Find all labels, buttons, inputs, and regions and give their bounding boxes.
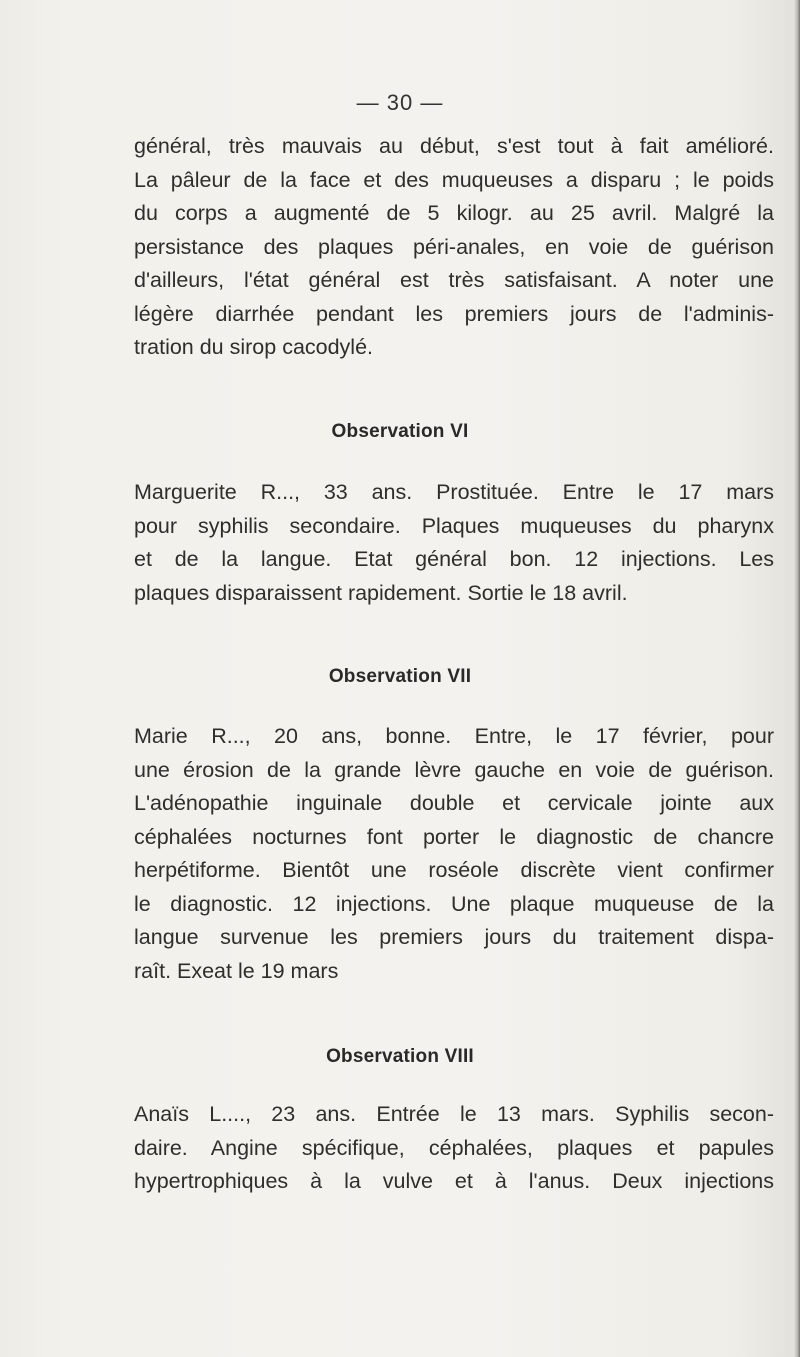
text-line: du corps a augmenté de 5 kilogr. au 25 avril. Malgré la [134, 201, 774, 225]
observation-heading: Observation VII [328, 666, 472, 687]
text-line: et de la langue. Etat général bon. 12 injections. Les [134, 547, 774, 571]
observation-heading: Observation VIII [326, 1046, 474, 1067]
observation-paragraph [134, 720, 774, 988]
text-line: plaques disparaissent rapidement. Sortie le 18 avril. [134, 580, 628, 605]
observation-paragraph [134, 476, 774, 610]
text-line: Marie R..., 20 ans, bonne. Entre, le 17 février, pour [134, 724, 774, 748]
text-line: tration du sirop cacodylé. [134, 335, 374, 359]
text-line: d'ailleurs, l'état général est très satisfaisant. A noter une [134, 268, 774, 292]
text-line: Marguerite R..., 33 ans. Prostituée. Entre le 17 mars [134, 480, 774, 504]
text-line: céphalées nocturnes font porter le diagnostic de chancre [134, 824, 774, 849]
intro-paragraph [134, 130, 774, 365]
text-line: le diagnostic. 12 injections. Une plaque muqueuse de la [134, 891, 774, 916]
text-line: hypertrophiques à la vulve et à l'anus. Deux injections [134, 1169, 774, 1193]
observation-paragraph [134, 1098, 774, 1199]
text-line: La pâleur de la face et des muqueuses a disparu ; le poids [134, 167, 774, 192]
text-line: légère diarrhée pendant les premiers jours de l'adminis- [134, 301, 774, 326]
text-line: herpétiforme. Bientôt une roséole discrète vient confirmer [134, 858, 774, 882]
text-line: Anaïs L...., 23 ans. Entrée le 13 mars. Syphilis secon- [134, 1102, 774, 1126]
text-line: raît. Exeat le 19 mars [134, 958, 339, 983]
text-line: pour syphilis secondaire. Plaques muqueuses du pharynx [134, 513, 774, 538]
page-number: — 30 — [356, 90, 444, 115]
page-edge-shadow [794, 0, 800, 1357]
text-line: L'adénopathie inguinale double et cervicale jointe aux [134, 791, 774, 815]
observation-heading: Observation VI [331, 421, 469, 442]
text-line: persistance des plaques péri-anales, en voie de guérison [134, 234, 774, 259]
text-line: général, très mauvais au début, s'est tout à fait amélioré. [134, 134, 774, 158]
text-line: langue survenue les premiers jours du traitement dispa- [134, 925, 774, 949]
text-line: une érosion de la grande lèvre gauche en voie de guérison. [134, 757, 774, 782]
text-line: daire. Angine spécifique, céphalées, plaques et papules [134, 1135, 774, 1160]
